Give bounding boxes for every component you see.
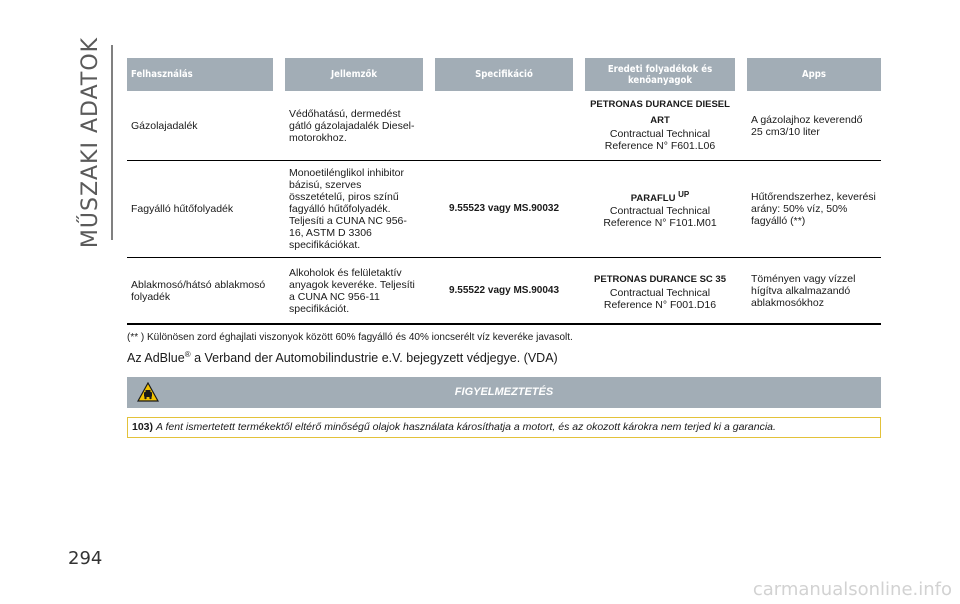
trademark-note: Az AdBlue® a Verband der Automobilindustrie e.V. bejegyzett védjegye. (VDA) [127, 350, 558, 366]
cell-characteristics: Monoetilénglikol inhibitor bázisú, szerves összetételű, piros színű fagyálló hűtőfolyadék. Teljesíti a CUNA NC 956-16, ASTM D 3306 specifikációkat. [285, 161, 423, 258]
cell-original-fluid [585, 91, 735, 161]
cell-apps: Töményen vagy vízzel hígítva alkalmazandó ablakmosókhoz [747, 258, 881, 325]
page-number: 294 [68, 548, 103, 569]
watermark: carmanualsonline.info [752, 579, 952, 600]
cell-original-fluid [585, 258, 735, 325]
cell-original-fluid [585, 161, 735, 258]
brand-name: PETRONAS DURANCE DIESEL ART [590, 99, 730, 127]
brand-name: PARAFLU $^{UP}$ [630, 189, 690, 205]
cell-characteristics: Alkoholok és felületaktív anyagok keveréke. Teljesíti a CUNA NC 956-11 specifikációt. [285, 258, 423, 325]
section-title [70, 36, 112, 249]
header-original-fluids: Eredeti folyadékok és kenőanyagok [585, 58, 735, 91]
cell-specification: 9.55523 vagy MS.90032 [435, 161, 573, 258]
header-characteristics: Jellemzők [285, 58, 423, 91]
footnote: (** ) Különösen zord éghajlati viszonyok között 60% fagyálló és 40% ioncserélt víz keveréke javasolt. [127, 332, 573, 343]
warning-title: FIGYELMEZTETÉS [454, 386, 554, 398]
technical-reference: Contractual Technical Reference N° F001.D16 [603, 286, 717, 311]
section-divider [111, 45, 113, 240]
cell-use: Ablakmosó/hátsó ablakmosó folyadék [127, 258, 273, 325]
table-row [127, 91, 881, 161]
technical-reference: Contractual Technical Reference N° F601.L06 [604, 127, 716, 152]
warning-number: 103) [132, 421, 154, 433]
table-header-row [127, 58, 881, 91]
warning-text [127, 417, 881, 438]
cell-apps: Hűtőrendszerhez, keverési arány: 50% víz, 50% fagyálló (**) [747, 161, 881, 258]
header-apps: Apps [747, 58, 881, 91]
cell-specification: 9.55522 vagy MS.90043 [435, 258, 573, 325]
warning-body-text: A fent ismertetett termékektől eltérő minőségű olajok használata károsíthatja a motort, és az okozott károkra nem terjed ki a garancia. [155, 421, 776, 433]
table-row [127, 258, 881, 325]
cell-apps: A gázolajhoz keverendő 25 cm3/10 liter [747, 91, 881, 161]
cell-specification [435, 91, 573, 161]
header-use: Felhasználás [127, 58, 273, 91]
cell-use: Gázolajadalék [127, 91, 273, 161]
brand-name: PETRONAS DURANCE SC 35 [594, 274, 726, 286]
cell-use: Fagyálló hűtőfolyadék [127, 161, 273, 258]
table-row [127, 161, 881, 258]
warning-header [127, 377, 881, 408]
cell-characteristics: Védőhatású, dermedést gátló gázolajadalék Diesel-motorokhoz. [285, 91, 423, 161]
technical-reference: Contractual Technical Reference N° F101.M01 [603, 205, 717, 230]
fluids-table [127, 58, 881, 325]
section-title-text: MŰSZAKI ADATOK [78, 36, 104, 249]
header-specification: Specifikáció [435, 58, 573, 91]
